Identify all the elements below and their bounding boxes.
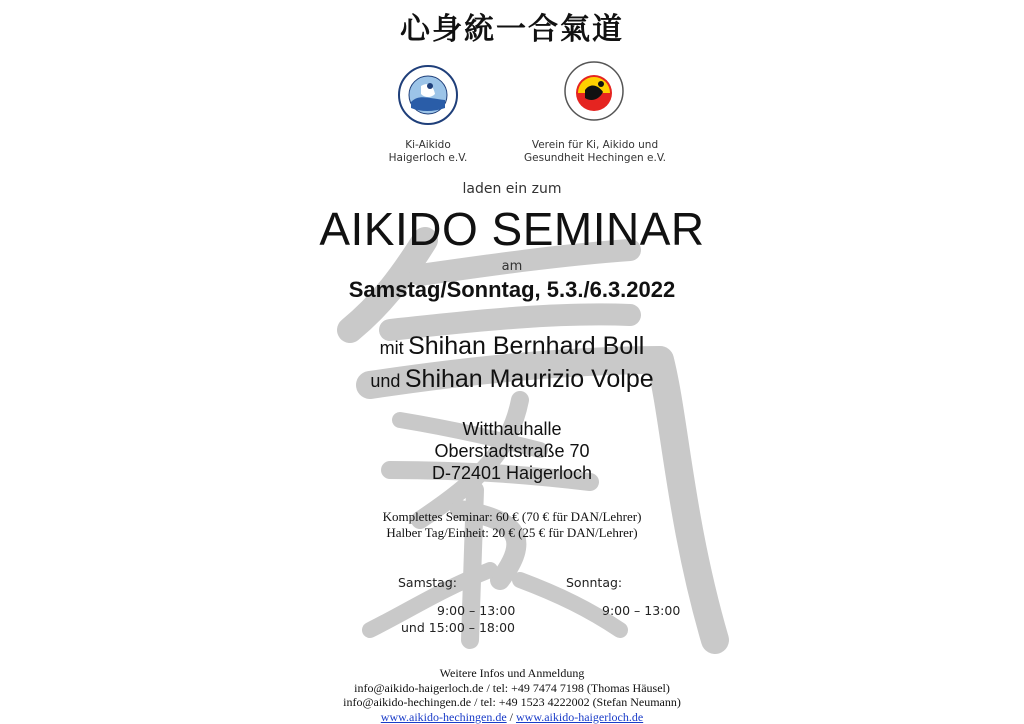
saturday-time-2: und 15:00 – 18:00 <box>401 620 515 635</box>
sunday-label: Sonntag: <box>566 575 622 590</box>
footer-contact-1: info@aikido-haigerloch.de / tel: +49 7474 7198 (Thomas Häusel) <box>0 681 1024 696</box>
link-aikido-haigerloch[interactable]: www.aikido-haigerloch.de <box>516 710 643 724</box>
link-separator: / <box>507 710 516 724</box>
invite-text: laden ein zum <box>0 181 1024 197</box>
org-right-line1: Verein für Ki, Aikido und <box>505 139 685 152</box>
venue-city: D-72401 Haigerloch <box>0 462 1024 484</box>
fee-full: Komplettes Seminar: 60 € (70 € für DAN/Lehrer) <box>0 509 1024 525</box>
link-aikido-hechingen[interactable]: www.aikido-hechingen.de <box>381 710 507 724</box>
teacher-1 <box>0 332 1024 361</box>
venue <box>0 418 1024 484</box>
am-text: am <box>0 259 1024 274</box>
footer-contact-2: info@aikido-hechingen.de / tel: +49 1523 4222002 (Stefan Neumann) <box>0 695 1024 710</box>
teacher-2 <box>0 365 1024 394</box>
kanji-title: 心身統一合氣道 <box>0 4 1024 48</box>
footer <box>0 666 1024 724</box>
verein-ki-aikido-gesundheit-logo-icon <box>563 60 625 122</box>
event-date: Samstag/Sonntag, 5.3./6.3.2022 <box>0 277 1024 303</box>
fees <box>0 509 1024 541</box>
event-title: AIKIDO SEMINAR <box>0 202 1024 256</box>
ki-aikido-haigerloch-logo-icon <box>397 64 459 126</box>
org-left-line2: Haigerloch e.V. <box>360 152 496 165</box>
venue-name: Witthauhalle <box>0 418 1024 440</box>
org-caption-right <box>505 139 685 165</box>
teacher-1-name: Shihan Bernhard Boll <box>408 332 644 360</box>
saturday-label: Samstag: <box>398 575 457 590</box>
sunday-time-1: 9:00 – 13:00 <box>602 603 680 618</box>
org-left-line1: Ki-Aikido <box>360 139 496 152</box>
fee-half: Halber Tag/Einheit: 20 € (25 € für DAN/Lehrer) <box>0 525 1024 541</box>
venue-street: Oberstadtstraße 70 <box>0 440 1024 462</box>
teacher-1-prefix: mit <box>380 338 404 358</box>
footer-heading: Weitere Infos und Anmeldung <box>0 666 1024 681</box>
saturday-time-1: 9:00 – 13:00 <box>437 603 515 618</box>
org-caption-left <box>360 139 496 165</box>
teacher-2-name: Shihan Maurizio Volpe <box>405 365 654 393</box>
teacher-2-prefix: und <box>370 371 400 391</box>
org-right-line2: Gesundheit Hechingen e.V. <box>505 152 685 165</box>
